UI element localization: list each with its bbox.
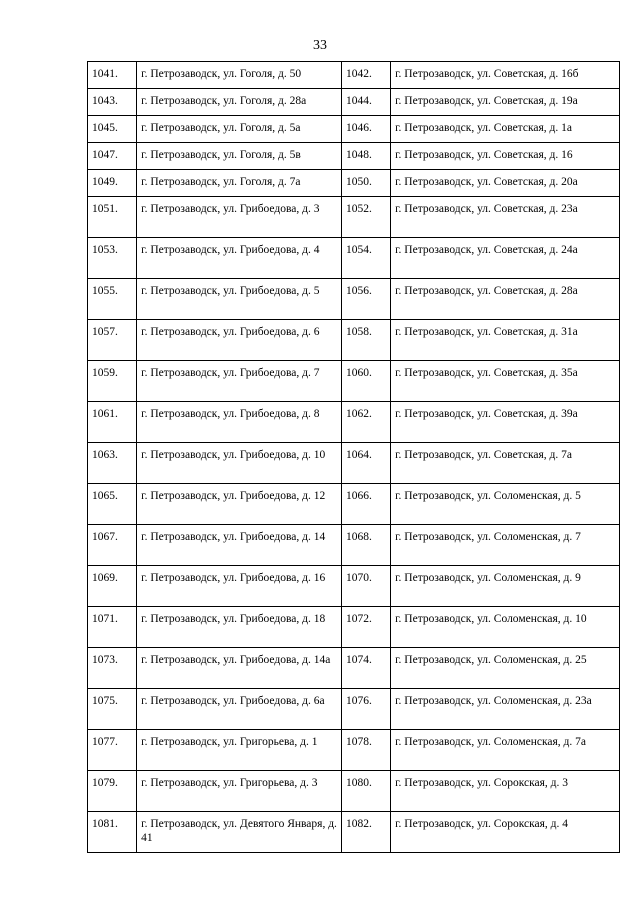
row-number: 1059. xyxy=(88,361,137,402)
address-cell: г. Петрозаводск, ул. Советская, д. 1а xyxy=(391,116,620,143)
address-table xyxy=(87,61,620,853)
table-row xyxy=(88,89,620,116)
address-cell: г. Петрозаводск, ул. Григорьева, д. 1 xyxy=(137,730,342,771)
address-cell: г. Петрозаводск, ул. Соломенская, д. 10 xyxy=(391,607,620,648)
row-number: 1053. xyxy=(88,238,137,279)
row-number: 1058. xyxy=(341,320,390,361)
row-number: 1063. xyxy=(88,443,137,484)
address-cell: г. Петрозаводск, ул. Гоголя, д. 28а xyxy=(137,89,342,116)
row-number: 1049. xyxy=(88,170,137,197)
row-number: 1066. xyxy=(341,484,390,525)
row-number: 1052. xyxy=(341,197,390,238)
row-number: 1067. xyxy=(88,525,137,566)
row-number: 1055. xyxy=(88,279,137,320)
row-number: 1077. xyxy=(88,730,137,771)
row-number: 1076. xyxy=(341,689,390,730)
address-cell: г. Петрозаводск, ул. Грибоедова, д. 6а xyxy=(137,689,342,730)
address-cell: г. Петрозаводск, ул. Грибоедова, д. 5 xyxy=(137,279,342,320)
row-number: 1060. xyxy=(341,361,390,402)
address-cell: г. Петрозаводск, ул. Советская, д. 19а xyxy=(391,89,620,116)
address-cell: г. Петрозаводск, ул. Соломенская, д. 9 xyxy=(391,566,620,607)
row-number: 1082. xyxy=(341,812,390,853)
address-cell: г. Петрозаводск, ул. Советская, д. 20а xyxy=(391,170,620,197)
row-number: 1046. xyxy=(341,116,390,143)
address-cell: г. Петрозаводск, ул. Грибоедова, д. 8 xyxy=(137,402,342,443)
address-cell: г. Петрозаводск, ул. Григорьева, д. 3 xyxy=(137,771,342,812)
address-cell: г. Петрозаводск, ул. Соломенская, д. 5 xyxy=(391,484,620,525)
table-row xyxy=(88,197,620,238)
address-cell: г. Петрозаводск, ул. Советская, д. 31а xyxy=(391,320,620,361)
row-number: 1041. xyxy=(88,62,137,89)
row-number: 1072. xyxy=(341,607,390,648)
table-row xyxy=(88,771,620,812)
row-number: 1073. xyxy=(88,648,137,689)
table-row xyxy=(88,525,620,566)
address-cell: г. Петрозаводск, ул. Гоголя, д. 5в xyxy=(137,143,342,170)
address-cell: г. Петрозаводск, ул. Советская, д. 16б xyxy=(391,62,620,89)
table-row xyxy=(88,238,620,279)
row-number: 1074. xyxy=(341,648,390,689)
table-row xyxy=(88,443,620,484)
address-cell: г. Петрозаводск, ул. Сорокская, д. 3 xyxy=(391,771,620,812)
row-number: 1048. xyxy=(341,143,390,170)
address-cell: г. Петрозаводск, ул. Грибоедова, д. 16 xyxy=(137,566,342,607)
address-cell: г. Петрозаводск, ул. Грибоедова, д. 18 xyxy=(137,607,342,648)
table-row xyxy=(88,566,620,607)
address-cell: г. Петрозаводск, ул. Советская, д. 23а xyxy=(391,197,620,238)
table-row xyxy=(88,116,620,143)
table-row xyxy=(88,143,620,170)
address-cell: г. Петрозаводск, ул. Грибоедова, д. 6 xyxy=(137,320,342,361)
table-row xyxy=(88,279,620,320)
table-row xyxy=(88,730,620,771)
row-number: 1043. xyxy=(88,89,137,116)
table-row xyxy=(88,648,620,689)
page-number: 33 xyxy=(313,38,327,53)
row-number: 1062. xyxy=(341,402,390,443)
address-cell: г. Петрозаводск, ул. Сорокская, д. 4 xyxy=(391,812,620,853)
address-cell: г. Петрозаводск, ул. Соломенская, д. 25 xyxy=(391,648,620,689)
row-number: 1080. xyxy=(341,771,390,812)
table-row xyxy=(88,484,620,525)
row-number: 1070. xyxy=(341,566,390,607)
address-cell: г. Петрозаводск, ул. Грибоедова, д. 14 xyxy=(137,525,342,566)
address-cell: г. Петрозаводск, ул. Гоголя, д. 50 xyxy=(137,62,342,89)
address-cell: г. Петрозаводск, ул. Советская, д. 24а xyxy=(391,238,620,279)
address-cell: г. Петрозаводск, ул. Соломенская, д. 7а xyxy=(391,730,620,771)
row-number: 1078. xyxy=(341,730,390,771)
address-cell: г. Петрозаводск, ул. Грибоедова, д. 4 xyxy=(137,238,342,279)
address-cell: г. Петрозаводск, ул. Грибоедова, д. 7 xyxy=(137,361,342,402)
row-number: 1071. xyxy=(88,607,137,648)
row-number: 1068. xyxy=(341,525,390,566)
table-row xyxy=(88,402,620,443)
row-number: 1057. xyxy=(88,320,137,361)
row-number: 1056. xyxy=(341,279,390,320)
address-cell: г. Петрозаводск, ул. Соломенская, д. 23а xyxy=(391,689,620,730)
table-row xyxy=(88,689,620,730)
row-number: 1069. xyxy=(88,566,137,607)
address-cell: г. Петрозаводск, ул. Гоголя, д. 5а xyxy=(137,116,342,143)
table-row xyxy=(88,361,620,402)
row-number: 1051. xyxy=(88,197,137,238)
row-number: 1044. xyxy=(341,89,390,116)
table-row xyxy=(88,320,620,361)
address-cell: г. Петрозаводск, ул. Советская, д. 39а xyxy=(391,402,620,443)
address-cell: г. Петрозаводск, ул. Грибоедова, д. 12 xyxy=(137,484,342,525)
row-number: 1064. xyxy=(341,443,390,484)
row-number: 1054. xyxy=(341,238,390,279)
address-cell: г. Петрозаводск, ул. Грибоедова, д. 10 xyxy=(137,443,342,484)
table-row xyxy=(88,170,620,197)
address-cell: г. Петрозаводск, ул. Девятого Января, д. 41 xyxy=(137,812,342,853)
table-row xyxy=(88,62,620,89)
row-number: 1050. xyxy=(341,170,390,197)
address-cell: г. Петрозаводск, ул. Грибоедова, д. 14а xyxy=(137,648,342,689)
address-cell: г. Петрозаводск, ул. Советская, д. 16 xyxy=(391,143,620,170)
row-number: 1075. xyxy=(88,689,137,730)
row-number: 1081. xyxy=(88,812,137,853)
address-cell: г. Петрозаводск, ул. Советская, д. 28а xyxy=(391,279,620,320)
address-cell: г. Петрозаводск, ул. Гоголя, д. 7а xyxy=(137,170,342,197)
address-cell: г. Петрозаводск, ул. Советская, д. 7а xyxy=(391,443,620,484)
row-number: 1045. xyxy=(88,116,137,143)
row-number: 1042. xyxy=(341,62,390,89)
row-number: 1047. xyxy=(88,143,137,170)
table-row xyxy=(88,607,620,648)
table-row xyxy=(88,812,620,853)
row-number: 1065. xyxy=(88,484,137,525)
row-number: 1061. xyxy=(88,402,137,443)
address-cell: г. Петрозаводск, ул. Соломенская, д. 7 xyxy=(391,525,620,566)
row-number: 1079. xyxy=(88,771,137,812)
address-cell: г. Петрозаводск, ул. Грибоедова, д. 3 xyxy=(137,197,342,238)
address-cell: г. Петрозаводск, ул. Советская, д. 35а xyxy=(391,361,620,402)
